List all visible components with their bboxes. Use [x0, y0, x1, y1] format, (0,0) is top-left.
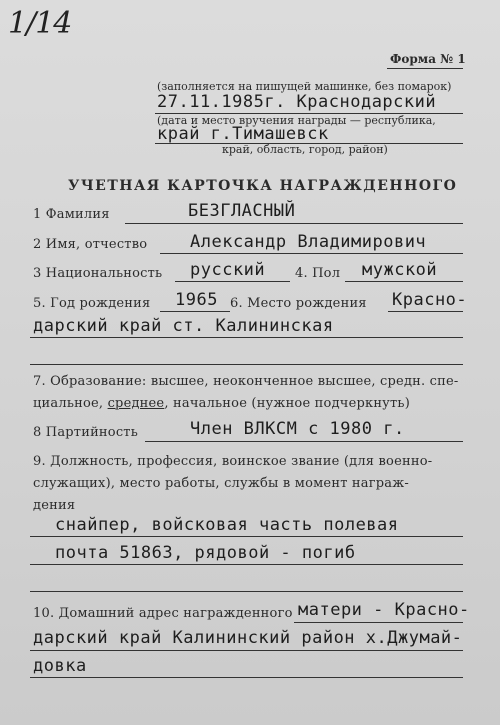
surname-label: 1 Фамилия — [33, 207, 110, 222]
sex-value: мужской — [362, 260, 438, 280]
name-value: Александр Владимирович — [190, 232, 427, 252]
underline — [30, 337, 463, 338]
party-label: 8 Партийность — [33, 425, 138, 440]
birth-year-value: 1965 — [175, 290, 218, 310]
position-line2: служащих), место работы, службы в момент награж- — [33, 476, 409, 491]
underline — [30, 564, 463, 565]
underline — [345, 281, 463, 282]
form-label-underline — [387, 68, 463, 69]
award-date-place-line2: край г.Тимашевск — [157, 124, 329, 144]
birth-year-label: 5. Год рождения — [33, 296, 151, 311]
position-value-line1: снайпер, войсковая часть полевая — [55, 515, 399, 535]
underline — [160, 311, 230, 312]
award-date-place-line1: 27.11.1985г. Краснодарский — [157, 92, 437, 112]
education-selected: среднее — [107, 396, 165, 411]
underline — [160, 253, 463, 254]
birthplace-value-line2: дарский край ст. Калининская — [33, 316, 334, 336]
header-note: (заполняется на пишущей машинке, без помарок) — [157, 80, 452, 93]
underline — [145, 441, 463, 442]
name-label: 2 Имя, отчество — [33, 237, 148, 252]
underline — [30, 591, 463, 592]
address-value-line3: довка — [33, 656, 87, 676]
award-date-place-caption: (дата и место вручения награды — республика, — [157, 114, 436, 127]
education-text: циальное, — [33, 396, 104, 411]
form-label: Форма № 1 — [390, 52, 466, 66]
underline — [30, 650, 463, 651]
handwritten-archive-number: 1/14 — [8, 6, 72, 41]
position-line1: 9. Должность, профессия, воинское звание (для военно- — [33, 454, 433, 469]
nationality-label: 3 Национальность — [33, 266, 163, 281]
birthplace-label: 6. Место рождения — [230, 296, 367, 311]
position-value-line2: почта 51863, рядовой - погиб — [55, 543, 356, 563]
underline — [388, 311, 463, 312]
nationality-value: русский — [190, 260, 266, 280]
surname-value: БЕЗГЛАСНЫЙ — [188, 201, 296, 221]
underline — [30, 364, 463, 365]
address-label: 10. Домашний адрес награжденного — [33, 606, 293, 621]
position-line3: дения — [33, 498, 76, 513]
party-value: Член ВЛКСМ с 1980 г. — [190, 419, 405, 439]
birthplace-value-line1: Красно- — [392, 290, 468, 310]
education-line2 — [33, 396, 410, 411]
underline — [30, 536, 463, 537]
underline — [294, 622, 463, 623]
award-date-place-caption2: край, область, город, район) — [222, 143, 388, 156]
underline — [125, 223, 463, 224]
card-title: УЧЕТНАЯ КАРТОЧКА НАГРАЖДЕННОГО — [68, 178, 458, 194]
sex-label: 4. Пол — [295, 266, 341, 281]
address-value-line2: дарский край Калининский район х.Джумай- — [33, 628, 463, 648]
underline — [175, 281, 290, 282]
address-value-line1: матери - Красно- — [298, 600, 470, 620]
education-line1: 7. Образование: высшее, неоконченное высшее, средн. спе- — [33, 374, 459, 389]
underline — [30, 677, 463, 678]
education-text: , начальное (нужное подчеркнуть) — [164, 396, 410, 411]
